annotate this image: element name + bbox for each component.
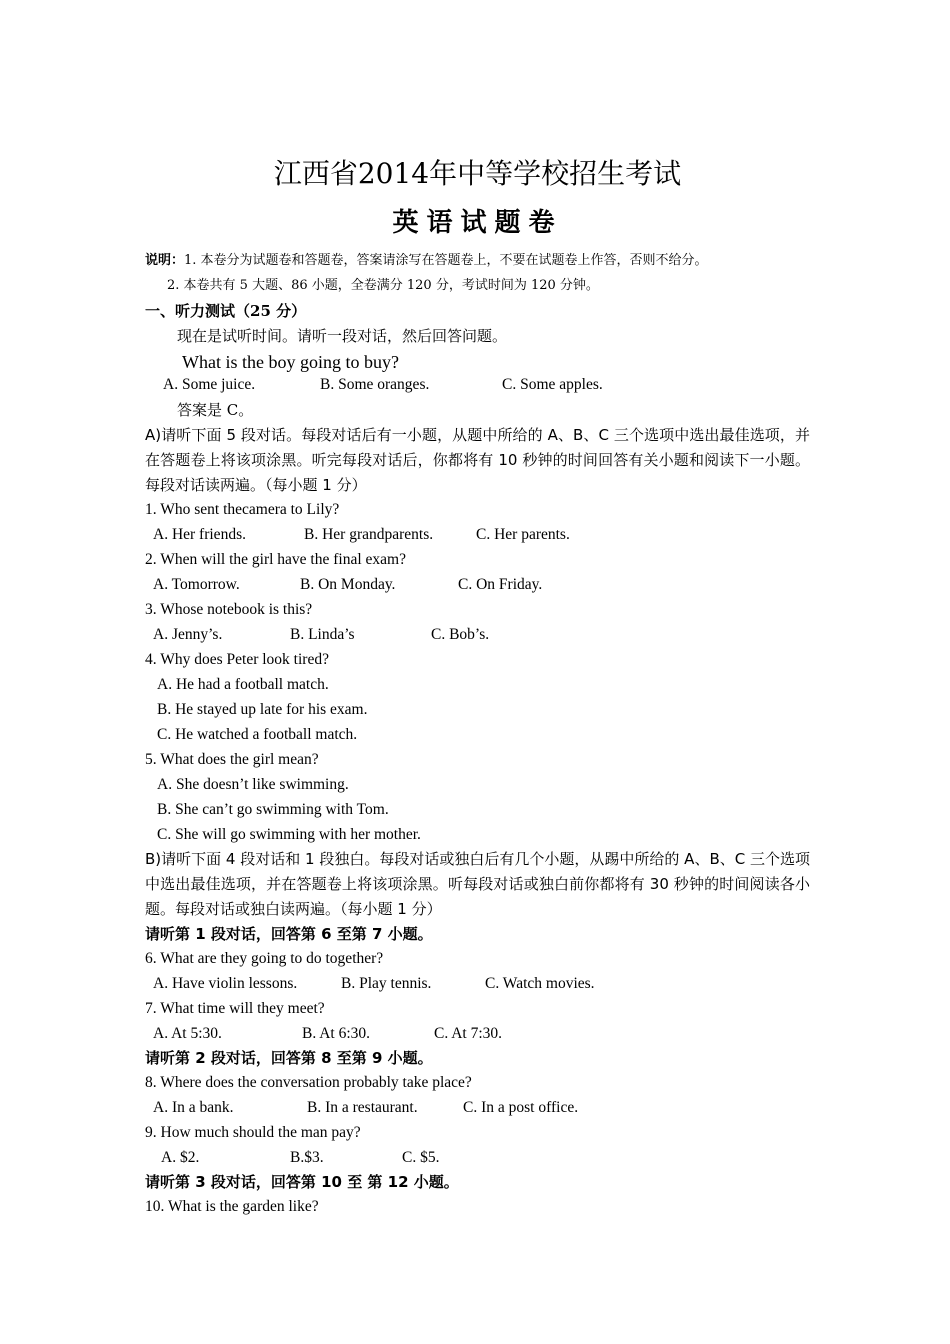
q7-option-b: B. At 6:30. xyxy=(302,1025,371,1042)
q7-option-c: C. At 7:30. xyxy=(434,1025,503,1042)
notes-label: 说明： xyxy=(145,253,185,268)
sample-option-b: B. Some oranges. xyxy=(320,376,430,393)
q1-option-a: A. Her friends. xyxy=(153,526,246,543)
sample-option-a: A. Some juice. xyxy=(163,376,256,393)
q4-option-b: B. He stayed up late for his exam. xyxy=(157,701,368,718)
question-2: 2. When will the girl have the final exam? xyxy=(145,551,406,568)
q2-option-b: B. On Monday. xyxy=(300,576,396,593)
question-3: 3. Whose notebook is this? xyxy=(145,601,313,618)
question-10: 10. What is the garden like? xyxy=(145,1198,319,1215)
part-a-instructions: A)请听下面 5 段对话。每段对话后有一小题，从题中所给的 A、B、C 三个选项中选出最佳选项，并在答题卷上将该项涂黑。听完每段对话后，你都将有 10 秒钟的时间回答有关小题和阅读下一小题。每段对话读两遍。（每小题 1 分） xyxy=(145,426,810,494)
q2-option-a: A. Tomorrow. xyxy=(153,576,240,593)
q8-option-a: A. In a bank. xyxy=(153,1099,234,1116)
dialog-1-heading: 请听第 1 段对话，回答第 6 至第 7 小题。 xyxy=(145,925,433,943)
question-7: 7. What time will they meet? xyxy=(145,1000,325,1017)
notes-text-1: 1. 本卷分为试题卷和答题卷，答案请涂写在答题卷上，不要在试题卷上作答，否则不给分。 xyxy=(184,253,708,268)
question-9: 9. How much should the man pay? xyxy=(145,1124,361,1141)
sample-answer: 答案是 C。 xyxy=(177,401,254,419)
dialog-2-heading: 请听第 2 段对话，回答第 8 至第 9 小题。 xyxy=(145,1049,433,1067)
notes-line-1 xyxy=(145,251,708,271)
dialog-3-heading: 请听第 3 段对话，回答第 10 至 第 12 小题。 xyxy=(145,1173,459,1191)
paper-subtitle: 英语试题卷 xyxy=(392,208,563,238)
q5-option-c: C. She will go swimming with her mother. xyxy=(157,826,421,843)
question-8: 8. Where does the conversation probably take place? xyxy=(145,1074,472,1091)
section-heading: 一、听力测试（25 分） xyxy=(145,302,307,320)
q4-option-a: A. He had a football match. xyxy=(157,676,329,693)
q6-option-a: A. Have violin lessons. xyxy=(153,975,298,992)
q2-option-c: C. On Friday. xyxy=(458,576,543,593)
q1-option-b: B. Her grandparents. xyxy=(304,526,434,543)
question-1: 1. Who sent thecamera to Lily? xyxy=(145,501,340,518)
part-b-instructions: B)请听下面 4 段对话和 1 段独白。每段对话或独白后有几个小题，从踢中所给的 A、B、C 三个选项中选出最佳选项，并在答题卷上将该项涂黑。听每段对话或独白前你都将有 30 秒钟的时间阅读各小题。每段对话或独白读两遍。（每小题 1 分） xyxy=(145,850,810,918)
sample-question: What is the boy going to buy? xyxy=(182,352,399,372)
question-6: 6. What are they going to do together? xyxy=(145,950,384,967)
q8-option-b: B. In a restaurant. xyxy=(307,1099,418,1116)
q9-option-c: C. $5. xyxy=(402,1149,440,1166)
q1-option-c: C. Her parents. xyxy=(476,526,570,543)
q3-option-b: B. Linda’s xyxy=(290,626,355,643)
q6-option-c: C. Watch movies. xyxy=(485,975,595,992)
q7-option-a: A. At 5:30. xyxy=(153,1025,222,1042)
question-5: 5. What does the girl mean? xyxy=(145,751,319,768)
q4-option-c: C. He watched a football match. xyxy=(157,726,358,743)
q9-option-a: A. $2. xyxy=(161,1149,200,1166)
q6-option-b: B. Play tennis. xyxy=(341,975,432,992)
exam-title: 江西省2014年中等学校招生考试 xyxy=(273,157,682,190)
question-4: 4. Why does Peter look tired? xyxy=(145,651,329,668)
q3-option-a: A. Jenny’s. xyxy=(153,626,223,643)
q3-option-c: C. Bob’s. xyxy=(431,626,490,643)
q5-option-b: B. She can’t go swimming with Tom. xyxy=(157,801,389,818)
q8-option-c: C. In a post office. xyxy=(463,1099,579,1116)
q5-option-a: A. She doesn’t like swimming. xyxy=(157,776,349,793)
notes-line-2: 2. 本卷共有 5 大题、86 小题，全卷满分 120 分，考试时间为 120 分钟。 xyxy=(167,278,599,293)
sample-intro: 现在是试听时间。请听一段对话，然后回答问题。 xyxy=(177,327,508,345)
q9-option-b: B.$3. xyxy=(290,1149,324,1166)
sample-option-c: C. Some apples. xyxy=(502,376,603,393)
